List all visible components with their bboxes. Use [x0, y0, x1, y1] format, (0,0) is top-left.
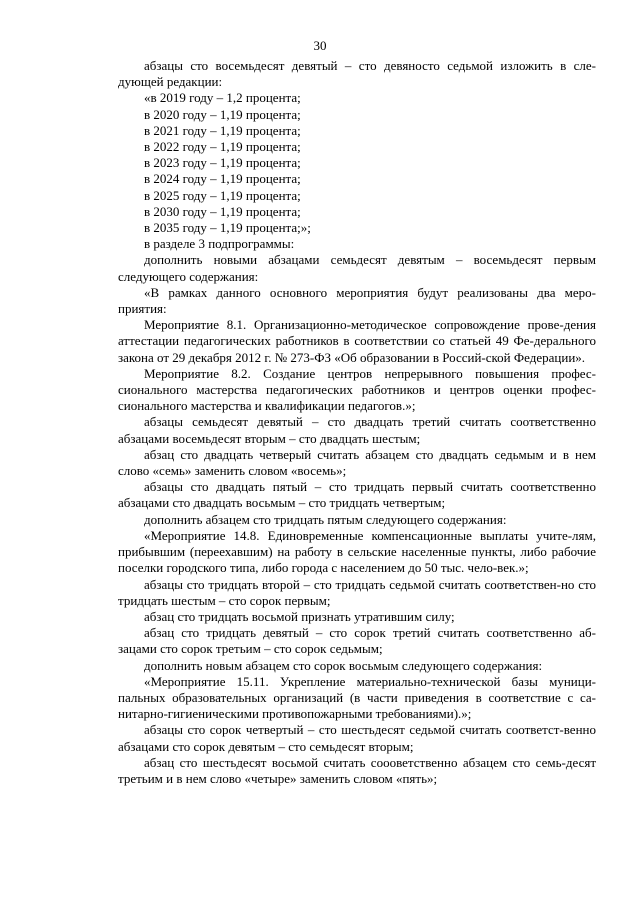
paragraph: в 2030 году – 1,19 процента; — [144, 203, 301, 219]
paragraph: в разделе 3 подпрограммы: — [144, 236, 295, 252]
paragraph: Мероприятие 8.2. Создание центров непрерывного повышения профес-сионального мастерства педагогических работников и центров оценки профес-сионального мастерства и квалификации педагогов.»; — [118, 365, 596, 414]
paragraph: «в 2019 году – 1,2 процента; — [144, 90, 301, 106]
paragraph: абзац сто тридцать девятый – сто сорок третий считать соответственно аб-зацами сто сорок третьим – сто сорок седьмым; — [118, 625, 596, 657]
paragraph: в 2035 году – 1,19 процента;»; — [144, 220, 311, 236]
paragraph: абзацы сто восемьдесят девятый – сто девяносто седьмой изложить в сле-дующей редакции: — [118, 58, 596, 90]
document-body — [118, 58, 596, 787]
page-number: 30 — [313, 38, 327, 53]
paragraph: абзац сто двадцать четверый считать абзацем сто двадцать седьмым и в нем слово «семь» заменить словом «восемь»; — [118, 446, 596, 479]
paragraph: дополнить новыми абзацами семьдесят девятым – восемьдесят первым следующего содержания: — [118, 252, 596, 284]
paragraph: абзац сто шестьдесят восьмой считать соооветственно абзацем сто семь-десят третьим и в нем слово «четыре» заменить словом «пять»; — [118, 754, 596, 786]
paragraph: в 2025 году – 1,19 процента; — [144, 187, 301, 203]
paragraph: абзац сто тридцать восьмой признать утратившим силу; — [144, 608, 455, 624]
paragraph: абзацы сто сорок четвертый – сто шестьдесят седьмой считать соответст-венно абзацами сто сорок девятым – сто семьдесят вторым; — [118, 722, 596, 754]
paragraph: «В рамках данного основного мероприятия будут реализованы два меро-приятия: — [118, 284, 596, 317]
paragraph: дополнить новым абзацем сто сорок восьмым следующего содержания: — [144, 657, 543, 673]
paragraph: Мероприятие 8.1. Организационно-методическое сопровождение прове-дения аттестации педагогических работников в соответствии со статьей 49 Фе-дерального закона от 29 декабря 2012 г. № 273-ФЗ «Об образовании в Россий-ской Федерации». — [118, 317, 596, 365]
paragraph: в 2022 году – 1,19 процента; — [144, 139, 301, 155]
paragraph: абзацы сто тридцать второй – сто тридцать седьмой считать соответствен-но сто тридцать шестым – сто сорок первым; — [118, 576, 596, 608]
paragraph: дополнить абзацем сто тридцать пятым следующего содержания: — [144, 511, 507, 527]
paragraph: «Мероприятие 14.8. Единовременные компенсационные выплаты учите-лям, прибывшим (переехавшим) на работу в сельские населенные пункты, либо рабочие поселки городского типа, либо города с населением до 50 тыс. чело-век.»; — [118, 527, 596, 576]
paragraph: в 2023 году – 1,19 процента; — [144, 155, 301, 171]
paragraph: в 2020 году – 1,19 процента; — [144, 106, 301, 122]
paragraph: «Мероприятие 15.11. Укрепление материально-технической базы муници-пальных образовательных организаций (в части приведения в соответствие с са-нитарно-гигиеническими противопожарными требованиями).»; — [118, 673, 596, 722]
paragraph: абзацы сто двадцать пятый – сто тридцать первый считать соответственно абзацами сто двадцать восьмым – сто тридцать четвертым; — [118, 479, 596, 511]
paragraph: в 2024 году – 1,19 процента; — [144, 171, 301, 187]
paragraph: в 2021 году – 1,19 процента; — [144, 122, 301, 138]
paragraph: абзацы семьдесят девятый – сто двадцать третий считать соответственно абзацами восемьдесят вторым – сто двадцать шестым; — [118, 414, 596, 446]
